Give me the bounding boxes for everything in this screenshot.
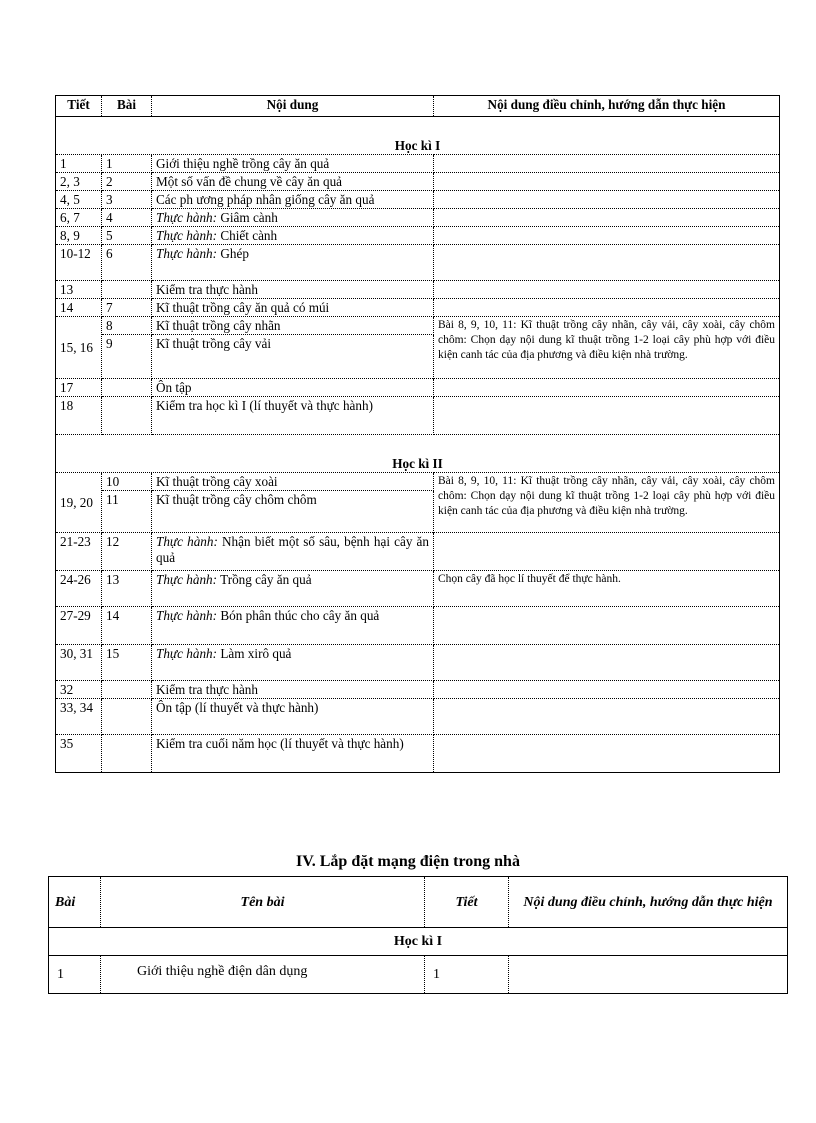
tiet-cell: 19, 20: [56, 473, 102, 533]
noi-dung-cell: [152, 245, 434, 281]
table-row: [56, 735, 780, 773]
table-row: [56, 299, 780, 317]
noi-dung-text: Giâm cành: [217, 210, 278, 225]
dieu-chinh-cell: Bài 8, 9, 10, 11: Kĩ thuật trồng cây nhãn, cây vải, cây xoài, cây chôm chôm: Chọn dạy nội dung kĩ thuật trồng 1-2 loại cây phù hợp với điều kiện canh tác của địa phương và điều kiện nhà trường.: [434, 317, 780, 379]
dieu-chinh-cell: [434, 281, 780, 299]
header-row: [49, 877, 788, 928]
dieu-chinh-cell: [434, 397, 780, 435]
header-dieu-chinh: Nội dung điều chỉnh, hướng dẫn thực hiện: [434, 96, 780, 117]
noi-dung-cell: Kĩ thuật trồng cây vải: [152, 335, 434, 379]
noi-dung-cell: [152, 645, 434, 681]
header-ten-bai: Tên bài: [101, 877, 425, 928]
tiet-cell: 6, 7: [56, 209, 102, 227]
table-row: [56, 533, 780, 571]
tiet-cell: 32: [56, 681, 102, 699]
header-row: [56, 96, 780, 117]
bai-cell: 1: [49, 956, 101, 994]
noi-dung-cell: Kiểm tra thực hành: [152, 681, 434, 699]
table-row: [56, 571, 780, 607]
table-row: [56, 397, 780, 435]
bai-cell: 1: [102, 155, 152, 173]
noi-dung-cell: Ôn tập: [152, 379, 434, 397]
dieu-chinh-cell: [434, 645, 780, 681]
semester-1-label: Học kì I: [56, 117, 780, 155]
table-row: [56, 227, 780, 245]
tiet-cell: 33, 34: [56, 699, 102, 735]
bai-cell: 14: [102, 607, 152, 645]
tiet-cell: 30, 31: [56, 645, 102, 681]
tiet-cell: 15, 16: [56, 317, 102, 379]
noi-dung-cell: Giới thiệu nghề trồng cây ăn quả: [152, 155, 434, 173]
noi-dung-cell: Kiểm tra thực hành: [152, 281, 434, 299]
bai-cell: 10: [102, 473, 152, 491]
noi-dung-cell: Kĩ thuật trồng cây nhãn: [152, 317, 434, 335]
table-row: [56, 245, 780, 281]
dieu-chinh-cell: [434, 155, 780, 173]
bai-cell: [102, 735, 152, 773]
header-dieu-chinh: Nội dung điều chỉnh, hướng dẫn thực hiện: [509, 877, 788, 928]
table-row: [56, 209, 780, 227]
noi-dung-cell: Ôn tập (lí thuyết và thực hành): [152, 699, 434, 735]
header-noi-dung: Nội dung: [152, 96, 434, 117]
bai-cell: 13: [102, 571, 152, 607]
dieu-chinh-cell: Bài 8, 9, 10, 11: Kĩ thuật trồng cây nhãn, cây vải, cây xoài, cây chôm chôm: Chọn dạy nội dung kĩ thuật trồng 1-2 loại cây phù hợp với điều kiện canh tác của địa phương và điều kiện nhà trường.: [434, 473, 780, 533]
tiet-cell: 10-12: [56, 245, 102, 281]
dieu-chinh-cell: [434, 681, 780, 699]
tiet-cell: 13: [56, 281, 102, 299]
practice-prefix: Thực hành:: [156, 534, 218, 549]
noi-dung-text: Làm xirô quả: [217, 646, 292, 661]
header-bai: Bài: [102, 96, 152, 117]
bai-cell: 12: [102, 533, 152, 571]
tiet-cell: 2, 3: [56, 173, 102, 191]
bai-cell: [102, 397, 152, 435]
curriculum-table-fruit-trees: [55, 95, 780, 773]
tiet-cell: 1: [425, 956, 509, 994]
bai-cell: 6: [102, 245, 152, 281]
noi-dung-cell: [152, 571, 434, 607]
tiet-cell: 21-23: [56, 533, 102, 571]
noi-dung-cell: [152, 227, 434, 245]
practice-prefix: Thực hành:: [156, 210, 218, 225]
dieu-chinh-cell: [434, 699, 780, 735]
dieu-chinh-cell: [434, 191, 780, 209]
noi-dung-cell: Một số vấn đề chung về cây ăn quả: [152, 173, 434, 191]
curriculum-table-electrical: [48, 876, 788, 994]
noi-dung-text: Nhận biết một số sâu, bệnh hại cây ăn quả: [156, 534, 429, 565]
table-row: [56, 155, 780, 173]
noi-dung-cell: Kiểm tra học kì I (lí thuyết và thực hành): [152, 397, 434, 435]
table-row: [56, 317, 780, 335]
section-4-heading: IV. Lắp đặt mạng điện trong nhà: [296, 853, 520, 870]
noi-dung-cell: Kiểm tra cuối năm học (lí thuyết và thực hành): [152, 735, 434, 773]
noi-dung-cell: Kĩ thuật trồng cây chôm chôm: [152, 491, 434, 533]
dieu-chinh-cell: [434, 379, 780, 397]
tiet-cell: 35: [56, 735, 102, 773]
practice-prefix: Thực hành:: [156, 572, 218, 587]
noi-dung-text: Chiết cành: [217, 228, 278, 243]
table-row: [56, 681, 780, 699]
table-row: [56, 191, 780, 209]
tiet-cell: 1: [56, 155, 102, 173]
tiet-cell: 17: [56, 379, 102, 397]
noi-dung-text: Trồng cây ăn quả: [217, 572, 312, 587]
practice-prefix: Thực hành:: [156, 646, 218, 661]
noi-dung-cell: [152, 533, 434, 571]
noi-dung-cell: Kĩ thuật trồng cây ăn quả có múi: [152, 299, 434, 317]
header-tiet: Tiết: [56, 96, 102, 117]
dieu-chinh-cell: [434, 735, 780, 773]
bai-cell: 2: [102, 173, 152, 191]
bai-cell: 8: [102, 317, 152, 335]
header-bai: Bài: [49, 877, 101, 928]
bai-cell: 3: [102, 191, 152, 209]
table-row: [56, 281, 780, 299]
bai-cell: [102, 379, 152, 397]
table-row: [56, 379, 780, 397]
noi-dung-cell: Các ph ương pháp nhân giống cây ăn quả: [152, 191, 434, 209]
table-row: [56, 645, 780, 681]
table-row: [56, 173, 780, 191]
practice-prefix: Thực hành:: [156, 228, 218, 243]
dieu-chinh-cell: [434, 299, 780, 317]
dieu-chinh-cell: [434, 227, 780, 245]
bai-cell: 7: [102, 299, 152, 317]
noi-dung-cell: Kĩ thuật trồng cây xoài: [152, 473, 434, 491]
noi-dung-text: Ghép: [217, 246, 249, 261]
noi-dung-text: Bón phân thúc cho cây ăn quả: [217, 608, 380, 623]
bai-cell: 11: [102, 491, 152, 533]
ten-bai-cell: Giới thiệu nghề điện dân dụng: [101, 956, 425, 994]
bai-cell: 15: [102, 645, 152, 681]
table-row: [56, 699, 780, 735]
header-tiet: Tiết: [425, 877, 509, 928]
table-row: [49, 956, 788, 994]
tiet-cell: 27-29: [56, 607, 102, 645]
noi-dung-cell: [152, 607, 434, 645]
dieu-chinh-cell: Chọn cây đã học lí thuyết để thực hành.: [434, 571, 780, 607]
semester-2-label: Học kì II: [56, 435, 780, 473]
bai-cell: 9: [102, 335, 152, 379]
semester-1-label: Học kì I: [49, 928, 788, 956]
dieu-chinh-cell: [509, 956, 788, 994]
bai-cell: [102, 699, 152, 735]
bai-cell: 4: [102, 209, 152, 227]
tiet-cell: 18: [56, 397, 102, 435]
dieu-chinh-cell: [434, 173, 780, 191]
tiet-cell: 14: [56, 299, 102, 317]
tiet-cell: 24-26: [56, 571, 102, 607]
practice-prefix: Thực hành:: [156, 246, 218, 261]
dieu-chinh-cell: [434, 245, 780, 281]
dieu-chinh-cell: [434, 209, 780, 227]
tiet-cell: 4, 5: [56, 191, 102, 209]
bai-cell: [102, 281, 152, 299]
noi-dung-cell: [152, 209, 434, 227]
table-row: [56, 607, 780, 645]
bai-cell: 5: [102, 227, 152, 245]
dieu-chinh-cell: [434, 533, 780, 571]
dieu-chinh-cell: [434, 607, 780, 645]
tiet-cell: 8, 9: [56, 227, 102, 245]
practice-prefix: Thực hành:: [156, 608, 218, 623]
bai-cell: [102, 681, 152, 699]
table-row: [56, 473, 780, 491]
